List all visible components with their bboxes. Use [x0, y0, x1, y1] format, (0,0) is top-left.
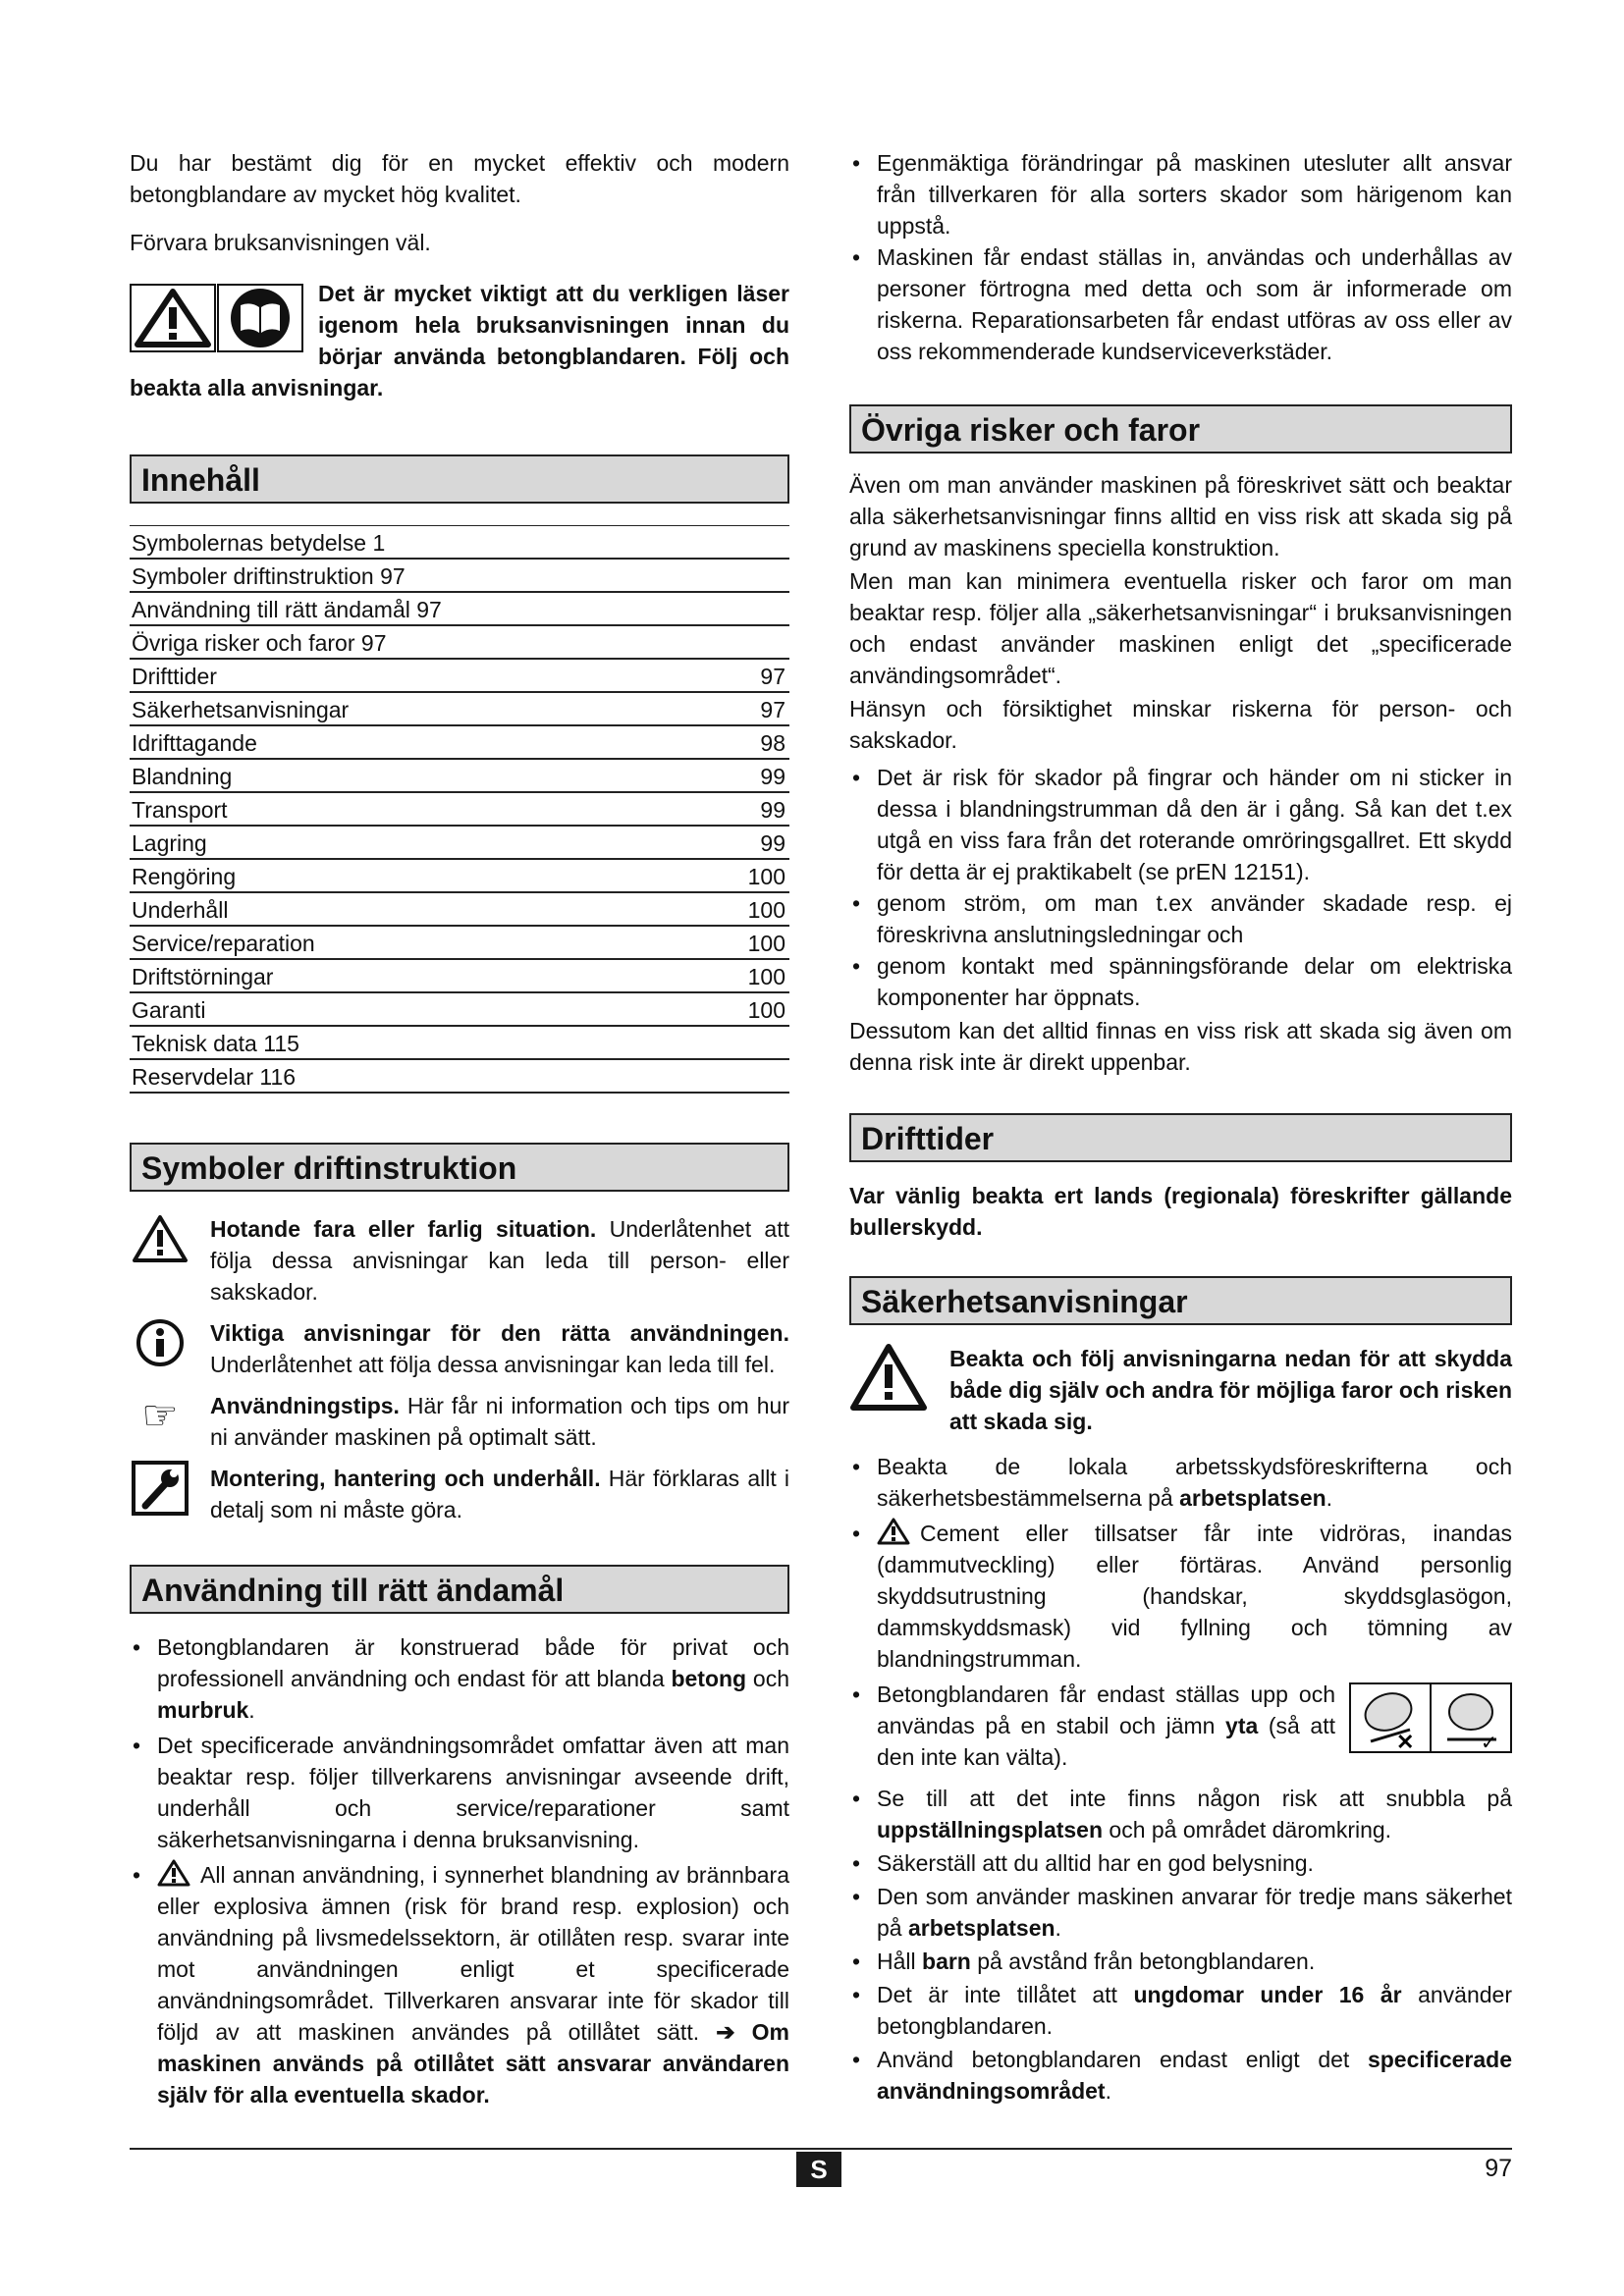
- drifttider-header: Drifttider: [849, 1113, 1512, 1162]
- toc-row[interactable]: [130, 927, 789, 960]
- toc-row[interactable]: [130, 793, 789, 827]
- warning-book-icon: [130, 284, 304, 352]
- read-manual-warning: [130, 278, 789, 403]
- symbol-danger: [130, 1213, 789, 1308]
- symbol-info-text: Viktiga anvisningar för den rätta användningen. Underlåtenhet att följa dessa anvisningar kan leda till fel.: [210, 1320, 789, 1377]
- symbol-tip: [130, 1390, 789, 1453]
- warning-triangle-icon: [877, 1518, 910, 1545]
- toc-row[interactable]: [130, 893, 789, 927]
- risks-item: • genom kontakt med spänningsförande delar om elektriska komponenter har öppnats.: [849, 950, 1512, 1013]
- safety-item: • ✕ ✓ Betongblandaren får endast ställas upp och användas på en stabil och jämn yta (så att den inte kan välta).: [849, 1679, 1512, 1773]
- safety-item: • Se till att det inte finns någon risk att snubbla på uppställningsplatsen och på området däromkring.: [849, 1783, 1512, 1845]
- toc-label: Idrifttagande: [132, 730, 257, 756]
- toc-label: Driftstörningar: [132, 964, 274, 989]
- toc-row[interactable]: [130, 960, 789, 993]
- safety-item: • Det är inte tillåtet att ungdomar under 16 år använder betongblandaren.: [849, 1979, 1512, 2042]
- safety-list: [849, 1451, 1512, 2107]
- toc-row[interactable]: [130, 693, 789, 726]
- toc-page: 100: [747, 964, 785, 989]
- toc-label: Blandning: [132, 764, 233, 789]
- toc-row[interactable]: [130, 593, 789, 626]
- safety-item: • Beakta de lokala arbetsskydsföreskrifterna och säkerhetsbestämmelserna på arbetsplatsen.: [849, 1451, 1512, 1514]
- risks-item: • genom ström, om man t.ex använder skadade resp. ej föreskrivna anslutningsledningar och: [849, 887, 1512, 950]
- usage-item: • Betongblandaren är konstruerad både för privat och professionell användning och endast för att blanda betong och murbruk.: [130, 1631, 789, 1726]
- symbol-maintenance: [130, 1463, 789, 1525]
- stability-illustration: [1349, 1682, 1512, 1761]
- toc-label: Underhåll: [132, 897, 229, 923]
- warning-triangle-icon: [130, 1213, 190, 1264]
- wrench-icon: [130, 1463, 190, 1514]
- toc-row[interactable]: [130, 1060, 789, 1094]
- toc-label: Service/reparation: [132, 931, 315, 956]
- mixer-stability-icon: [1349, 1682, 1512, 1753]
- toc-row[interactable]: [130, 993, 789, 1027]
- table-of-contents: [130, 525, 789, 1094]
- safety-item: • Cement eller tillsatser får inte vidröras, inandas (dammutveckling) eller förtäras. Använd personlig skyddsutrustning (handskar, skyddsglasögon, dammskyddsmask) vid fyllning och tömning av blandningstrumman.: [849, 1518, 1512, 1675]
- risks-paragraph: Men man kan minimera eventuella risker och faror om man beaktar resp. följer alla „säkerhetsanvisningar“ i bruksanvisningen och endast använder maskinen enligt det „specificerade användingsområdet“.: [849, 568, 1512, 688]
- usage-item: • Det specificerade användningsområdet omfattar även att man beaktar resp. följer tillverkarens anvisningar avseende drift, underhåll och service/reparationer samt säkerhetsanvisningarna i denna bruksanvisning.: [130, 1730, 789, 1855]
- risks-list: [849, 762, 1512, 1013]
- risks-body: [849, 469, 1512, 1078]
- warning-text: Det är mycket viktigt att du verkligen läser igenom hela bruksanvisningen innan du börjar använda betongblandaren. Följ och beakta alla anvisningar.: [130, 281, 789, 400]
- liability-item: • Egenmäktiga förändringar på maskinen utesluter allt ansvar från tillverkaren för alla sorters skador som härigenom kan uppstå.: [849, 147, 1512, 241]
- risks-paragraph: Dessutom kan det alltid finnas en viss risk att skada sig även om denna risk inte är direkt uppenbar.: [849, 1018, 1512, 1075]
- toc-page: 99: [760, 797, 785, 823]
- pointing-hand-icon: ☞: [141, 1392, 179, 1438]
- toc-row[interactable]: [130, 560, 789, 593]
- info-icon: [130, 1317, 190, 1368]
- toc-page: 100: [747, 931, 785, 956]
- toc-row[interactable]: [130, 760, 789, 793]
- safety-item: • Håll barn på avstånd från betongblandaren.: [849, 1946, 1512, 1977]
- page-number: 97: [1485, 2155, 1512, 2182]
- toc-row[interactable]: [130, 860, 789, 893]
- safety-item: • Säkerställ att du alltid har en god belysning.: [849, 1847, 1512, 1879]
- risks-paragraph: Hänsyn och försiktighet minskar riskerna för person- och sakskador.: [849, 696, 1512, 753]
- symbol-info: [130, 1317, 789, 1380]
- toc-page: 100: [747, 997, 785, 1023]
- toc-label: Garanti: [132, 997, 206, 1023]
- intro-keep-manual: Förvara bruksanvisningen väl.: [130, 230, 431, 255]
- safety-item: • Den som använder maskinen anvarar för tredje mans säkerhet på arbetsplatsen.: [849, 1881, 1512, 1944]
- warning-triangle-icon: [157, 1859, 190, 1887]
- risks-item: • Det är risk för skador på fingrar och händer om ni sticker in dessa i blandningstrumman då den är i gång. Så kan det t.ex utgå en viss fara från det roterande omröringsgallret. Ett skydd för detta är ej praktikabelt (se prEN 12151).: [849, 762, 1512, 887]
- toc-page: 97: [760, 697, 785, 722]
- language-tab: S: [796, 2152, 841, 2187]
- toc-row[interactable]: [130, 1027, 789, 1060]
- toc-header: Innehåll: [130, 454, 789, 504]
- left-column: [130, 147, 789, 2110]
- toc-label: Drifttider: [132, 664, 217, 689]
- liability-item: • Maskinen får endast ställas in, användas och underhållas av personer förtrogna med detta och som är informerade om riskerna. Reparationsarbeten får endast utföras av oss eller av oss rekommenderade kundserviceverkstäder.: [849, 241, 1512, 367]
- toc-row[interactable]: [130, 827, 789, 860]
- risks-paragraph: Även om man använder maskinen på föreskrivet sätt och beaktar alla säkerhetsanvisningar finns alltid en viss risk att skada sig på grund av maskinens speciella konstruktion.: [849, 472, 1512, 561]
- toc-label: Teknisk data 115: [132, 1031, 299, 1056]
- intro-paragraph: Du har bestämt dig för en mycket effektiv och modern betongblandare av mycket hög kvalitet.: [130, 150, 789, 207]
- toc-label: Användning till rätt ändamål 97: [132, 597, 442, 622]
- toc-page: 99: [760, 830, 785, 856]
- toc-row[interactable]: [130, 626, 789, 660]
- toc-label: Transport: [132, 797, 228, 823]
- toc-label: Reservdelar 116: [132, 1064, 297, 1090]
- safety-lead-text: Beakta och följ anvisningarna nedan för att skydda både dig själv och andra för möjliga faror och risken att skada sig.: [949, 1346, 1512, 1434]
- svg-text:✓: ✓: [1481, 1731, 1497, 1753]
- risks-header: Övriga risker och faror: [849, 404, 1512, 454]
- symbols-header: Symboler driftinstruktion: [130, 1143, 789, 1192]
- footer-divider: [130, 2148, 1512, 2150]
- toc-row[interactable]: [130, 726, 789, 760]
- right-column: [849, 147, 1512, 2107]
- safety-header: Säkerhetsanvisningar: [849, 1276, 1512, 1325]
- symbol-tip-text: Användningstips. Här får ni information och tips om hur ni använder maskinen på optimalt sätt.: [210, 1393, 789, 1450]
- symbols-list: [130, 1213, 789, 1525]
- symbol-danger-text: Hotande fara eller farlig situation. Underlåtenhet att följa dessa anvisningar kan leda till person- eller sakskador.: [210, 1216, 789, 1305]
- liability-list: [849, 147, 1512, 367]
- toc-page: 99: [760, 764, 785, 789]
- toc-label: Symboler driftinstruktion 97: [132, 563, 406, 589]
- toc-label: Symbolernas betydelse 1: [132, 530, 386, 556]
- warning-triangle-icon: [849, 1343, 938, 1437]
- usage-list: [130, 1631, 789, 2110]
- toc-row[interactable]: [130, 660, 789, 693]
- symbol-maintenance-text: Montering, hantering och underhåll. Här förklaras allt i detalj som ni måste göra.: [210, 1466, 789, 1522]
- toc-page: 98: [760, 730, 785, 756]
- usage-header: Användning till rätt ändamål: [130, 1565, 789, 1614]
- toc-label: Rengöring: [132, 864, 237, 889]
- safety-lead: [849, 1343, 1512, 1437]
- toc-label: Övriga risker och faror 97: [132, 630, 387, 656]
- toc-row[interactable]: [130, 526, 789, 560]
- svg-text:✕: • ✕: [1396, 1730, 1415, 1753]
- safety-item: • Använd betongblandaren endast enligt det specificerade användningsområdet.: [849, 2044, 1512, 2107]
- usage-item: • All annan användning, i synnerhet blandning av brännbara eller explosiva ämnen (risk för brand resp. explosion) och användning på livsmedelssektorn, är otillåten resp. svarar inte mot användningen enligt et specificerade användningsområdet. Tillverkaren ansvarar inte för skador till följd av att maskinen användes på otillåtet sätt. ➔ Om maskinen används på otillåtet sätt ansvarar användaren själv för alla eventuella skador.: [130, 1859, 789, 2110]
- toc-label: Lagring: [132, 830, 207, 856]
- toc-label: Säkerhetsanvisningar: [132, 697, 350, 722]
- toc-page: 100: [747, 864, 785, 889]
- toc-page: 97: [760, 664, 785, 689]
- toc-page: 100: [747, 897, 785, 923]
- drifttider-text: Var vänlig beakta ert lands (regionala) föreskrifter gällande bullerskydd.: [849, 1183, 1512, 1240]
- warning-icons: [130, 284, 304, 352]
